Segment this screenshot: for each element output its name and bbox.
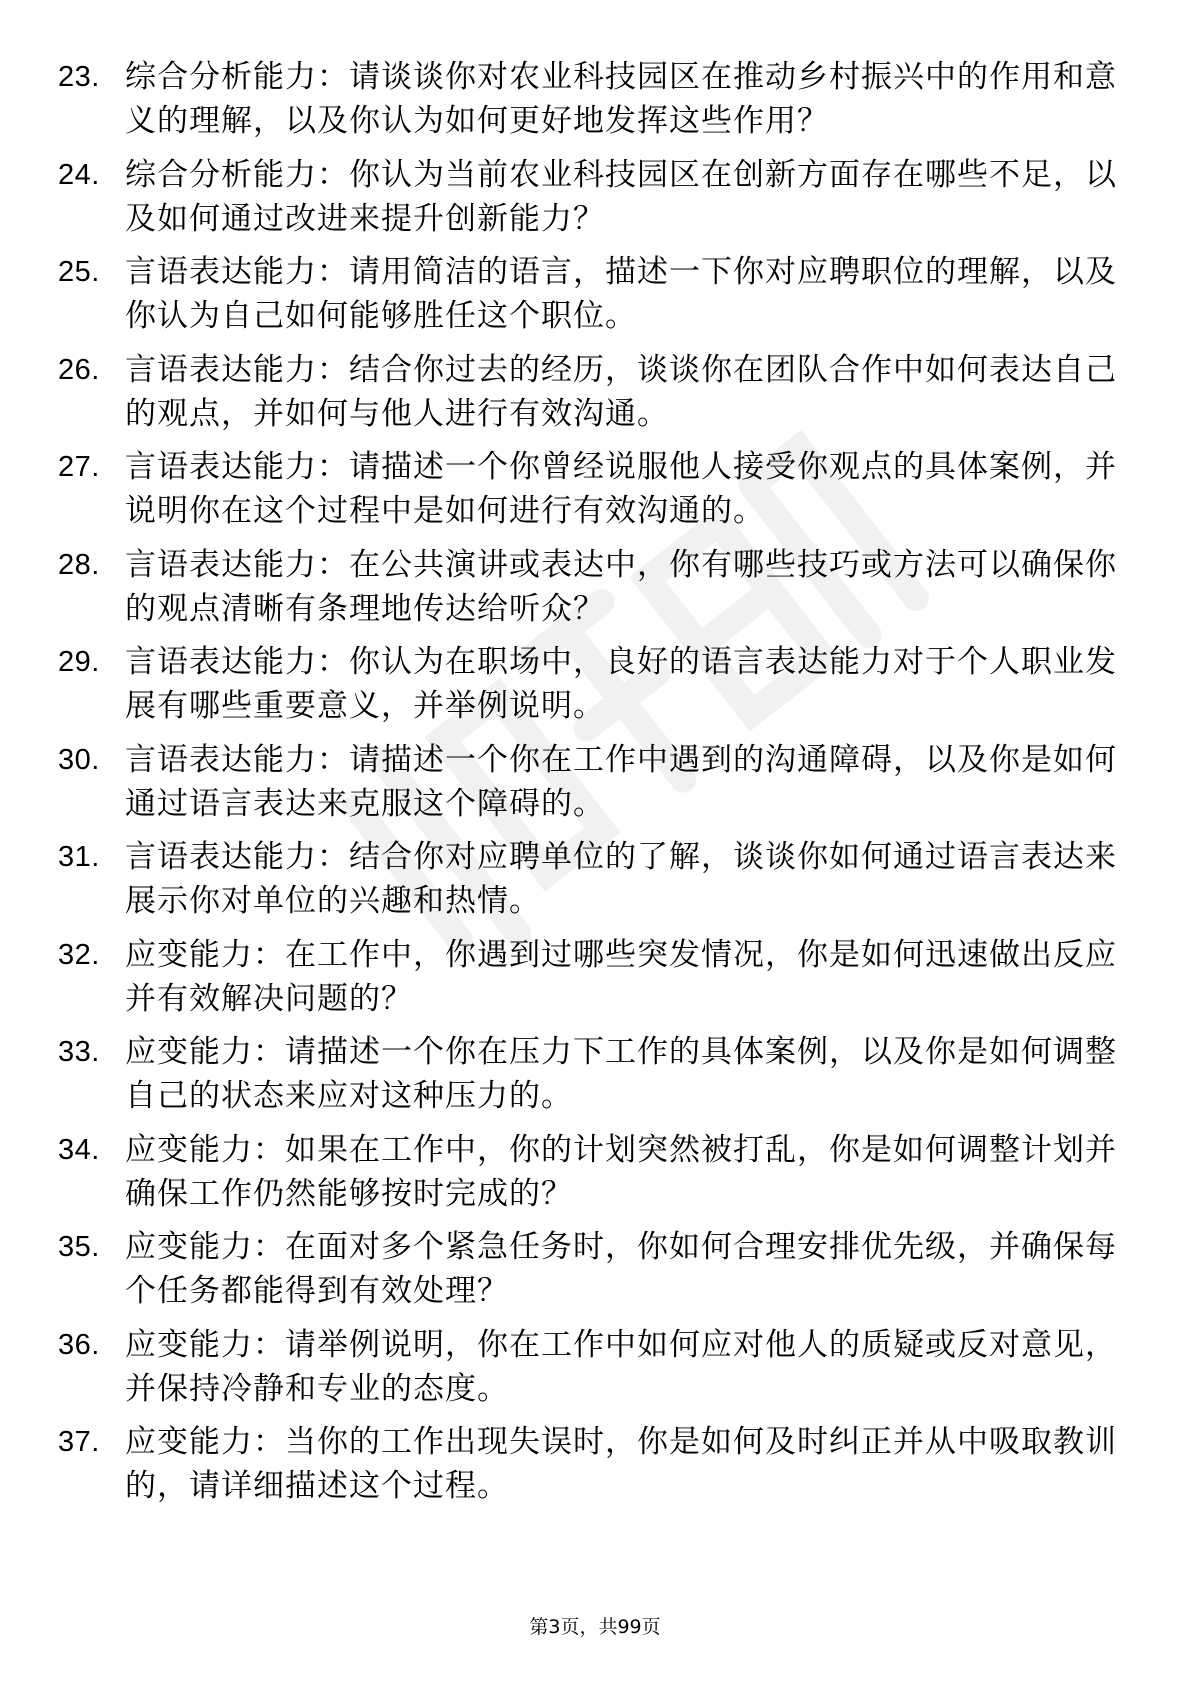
question-text: 应变能力：请举例说明，你在工作中如何应对他人的质疑或反对意见，并保持冷静和专业的态度。 (125, 1326, 1117, 1407)
question-item (58, 635, 1118, 733)
question-item (58, 1025, 1118, 1123)
question-text: 言语表达能力：你认为在职场中，良好的语言表达能力对于个人职业发展有哪些重要意义，并举例说明。 (125, 644, 1117, 724)
question-number: 34. (58, 1133, 100, 1166)
question-number: 33. (58, 1036, 100, 1068)
question-number: 23. (58, 61, 100, 93)
question-item (58, 1318, 1118, 1416)
question-text: 综合分析能力：请谈谈你对农业科技园区在推动乡村振兴中的作用和意义的理解，以及你认为如何更好地发挥这些作用？ (125, 59, 1117, 139)
question-text: 应变能力：在工作中，你遇到过哪些突发情况，你是如何迅速做出反应并有效解决问题的？ (125, 936, 1117, 1017)
question-number: 35. (58, 1231, 100, 1263)
page-number: 第3页，共99页 (529, 1616, 661, 1638)
question-text: 言语表达能力：在公共演讲或表达中，你有哪些技巧或方法可以确保你的观点清晰有条理地传达给听众？ (125, 546, 1117, 627)
question-item (58, 148, 1118, 246)
question-number: 29. (58, 646, 100, 678)
question-number: 26. (58, 353, 100, 386)
question-number: 32. (58, 938, 100, 971)
question-number: 36. (58, 1328, 100, 1361)
question-item (58, 733, 1118, 831)
question-item (58, 343, 1118, 441)
question-number: 31. (58, 841, 100, 873)
question-text: 言语表达能力：请描述一个你曾经说服他人接受你观点的具体案例，并说明你在这个过程中是如何进行有效沟通的。 (125, 449, 1117, 529)
question-text: 言语表达能力：请描述一个你在工作中遇到的沟通障碍，以及你是如何通过语言表达来克服这个障碍的。 (125, 741, 1117, 822)
question-number: 27. (58, 451, 100, 483)
question-item (58, 538, 1118, 636)
question-item (58, 440, 1118, 538)
question-number: 37. (58, 1426, 100, 1458)
question-list (58, 50, 1118, 1513)
question-item (58, 1220, 1118, 1318)
question-text: 综合分析能力：你认为当前农业科技园区在创新方面存在哪些不足，以及如何通过改进来提升创新能力？ (125, 156, 1117, 237)
question-number: 28. (58, 548, 100, 581)
question-text: 言语表达能力：结合你过去的经历，谈谈你在团队合作中如何表达自己的观点，并如何与他人进行有效沟通。 (125, 351, 1117, 432)
question-text: 应变能力：如果在工作中，你的计划突然被打乱，你是如何调整计划并确保工作仍然能够按时完成的？ (125, 1131, 1117, 1212)
question-item (58, 50, 1118, 148)
question-text: 应变能力：在面对多个紧急任务时，你如何合理安排优先级，并确保每个任务都能得到有效处理？ (125, 1229, 1117, 1309)
question-text: 言语表达能力：结合你对应聘单位的了解，谈谈你如何通过语言表达来展示你对单位的兴趣和热情。 (125, 839, 1117, 919)
question-text: 言语表达能力：请用简洁的语言，描述一下你对应聘职位的理解，以及你认为自己如何能够胜任这个职位。 (125, 254, 1117, 334)
question-number: 24. (58, 158, 100, 191)
question-text: 应变能力：当你的工作出现失误时，你是如何及时纠正并从中吸取教训的，请详细描述这个过程。 (125, 1424, 1117, 1504)
question-item (58, 1123, 1118, 1221)
question-item (58, 830, 1118, 928)
question-item (58, 928, 1118, 1026)
question-text: 应变能力：请描述一个你在压力下工作的具体案例，以及你是如何调整自己的状态来应对这种压力的。 (125, 1034, 1117, 1114)
question-item (58, 1415, 1118, 1513)
question-number: 25. (58, 256, 100, 288)
question-item (58, 245, 1118, 343)
question-number: 30. (58, 743, 100, 776)
